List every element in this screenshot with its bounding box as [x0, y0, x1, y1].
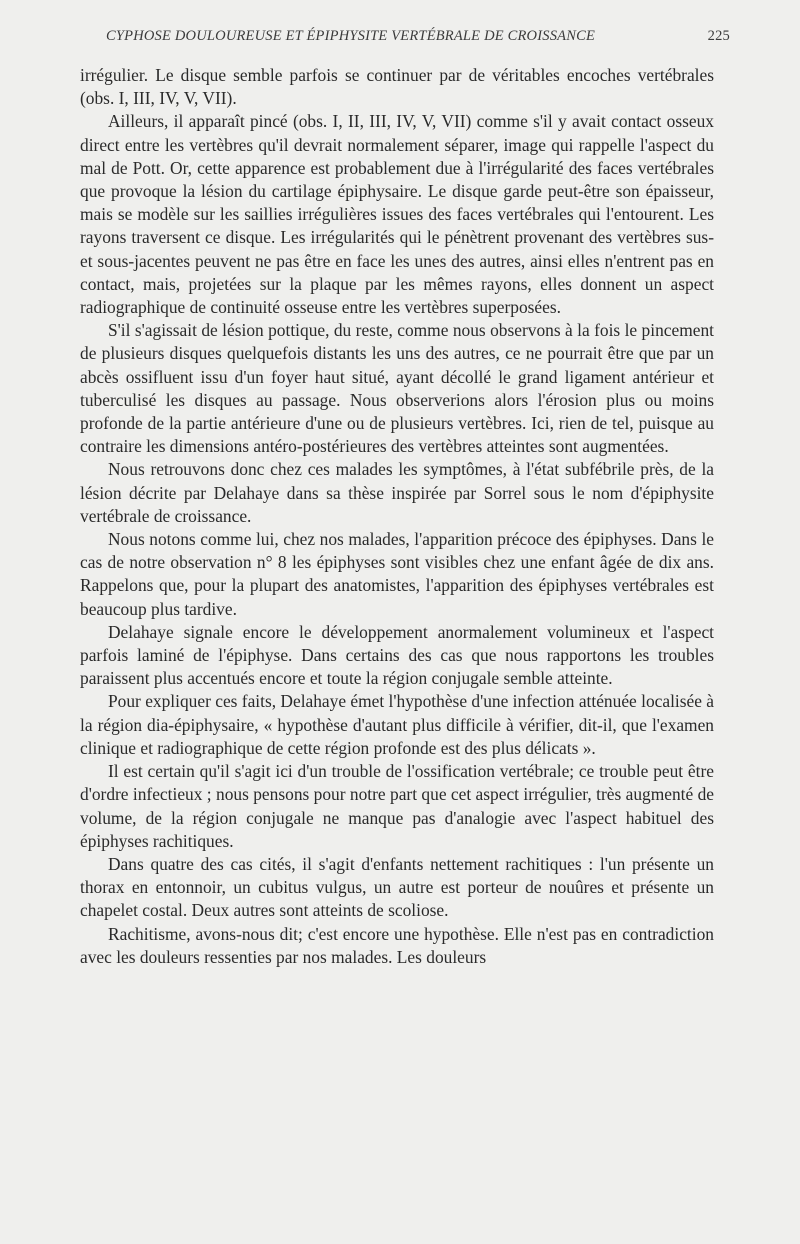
- paragraph: Nous notons comme lui, chez nos malades, l'apparition précoce des épiphyses. Dans le cas de notre observation n° 8 les épiphyses sont visibles chez une enfant âgée de dix ans. Rappelons que, pour la plupart des anatomistes, l'apparition des épiphyses vertébrales est beaucoup plus tardive.: [80, 529, 714, 619]
- paragraph: Dans quatre des cas cités, il s'agit d'enfants nettement rachitiques : l'un présente un thorax en entonnoir, un cubitus vulgus, un autre est porteur de nouûres et présente un chapelet costal. Deux autres sont atteints de scoliose.: [80, 853, 714, 921]
- paragraph: Pour expliquer ces faits, Delahaye émet l'hypothèse d'une infection atténuée localisée à la région dia-épiphysaire, « hypothèse d'autant plus difficile à vérifier, dit-il, que l'examen clinique et radiographique de cette région profonde est des plus délicats ».: [80, 691, 715, 758]
- running-title: CYPHOSE DOULOUREUSE ET ÉPIPHYSITE VERTÉBRALE DE CROISSANCE: [106, 28, 596, 44]
- body-text: [80, 64, 714, 969]
- running-header: [80, 28, 730, 50]
- paragraph-continuation: irrégulier. Le disque semble parfois se continuer par de véritables encoches vertébrales (obs. I, III, IV, V, VII).: [80, 65, 714, 109]
- paragraph: Ailleurs, il apparaît pincé (obs. I, II, III, IV, V, VII) comme s'il y avait contact osseux direct entre les vertèbres qu'il devrait normalement séparer, image qui rappelle l'aspect du mal de Pott. Or, cette apparence est probablement due à l'irrégularité des faces vertébrales que provoque la lésion du cartilage épiphysaire. Le disque garde peut-être son épaisseur, mais se modèle sur les saillies irrégulières issues des faces vertébrales qui l'entourent. Les rayons traversent ce disque. Les irrégularités qui le pénètrent provenant des vertèbres sus- et sous-jacentes peuvent ne pas être en face les unes des autres, ainsi elles n'entrent pas en contact, mais, projetées sur la plaque par les mêmes rayons, elles donnent un aspect radiographique de continuité osseuse entre les vertèbres superposées.: [80, 111, 714, 318]
- paragraph: Nous retrouvons donc chez ces malades les symptômes, à l'état subfébrile près, de la lésion décrite par Delahaye dans sa thèse inspirée par Sorrel sous le nom d'épiphysite vertébrale de croissance.: [80, 459, 714, 526]
- paragraph: Delahaye signale encore le développement anormalement volumineux et l'aspect parfois laminé de l'épiphyse. Dans certains des cas que nous rapportons les troubles paraissent plus accentués encore et toute la région conjugale semble atteinte.: [80, 621, 714, 689]
- paragraph: Rachitisme, avons-nous dit; c'est encore une hypothèse. Elle n'est pas en contradiction avec les douleurs ressenties par nos malades. Les douleurs: [80, 923, 714, 967]
- page-number: 225: [707, 28, 730, 44]
- paragraph: S'il s'agissait de lésion pottique, du reste, comme nous observons à la fois le pincement de plusieurs disques quelquefois distants les uns des autres, ce ne pourrait être que par un abcès ossifluent issu d'un foyer haut situé, ayant décollé le grand ligament antérieur et tuberculisé les disques au passage. Nous observerions alors l'érosion plus ou moins profonde de la partie antérieure d'une ou de plusieurs vertèbres. Ici, rien de tel, puisque au contraire les dimensions antéro-postérieures des vertèbres atteintes sont augmentées.: [80, 320, 714, 457]
- paragraph: Il est certain qu'il s'agit ici d'un trouble de l'ossification vertébrale; ce trouble peut être d'ordre infectieux ; nous pensons pour notre part que cet aspect irrégulier, très augmenté de volume, de la région conjugale ne manque pas d'analogie avec l'aspect habituel des épiphyses rachitiques.: [80, 761, 714, 851]
